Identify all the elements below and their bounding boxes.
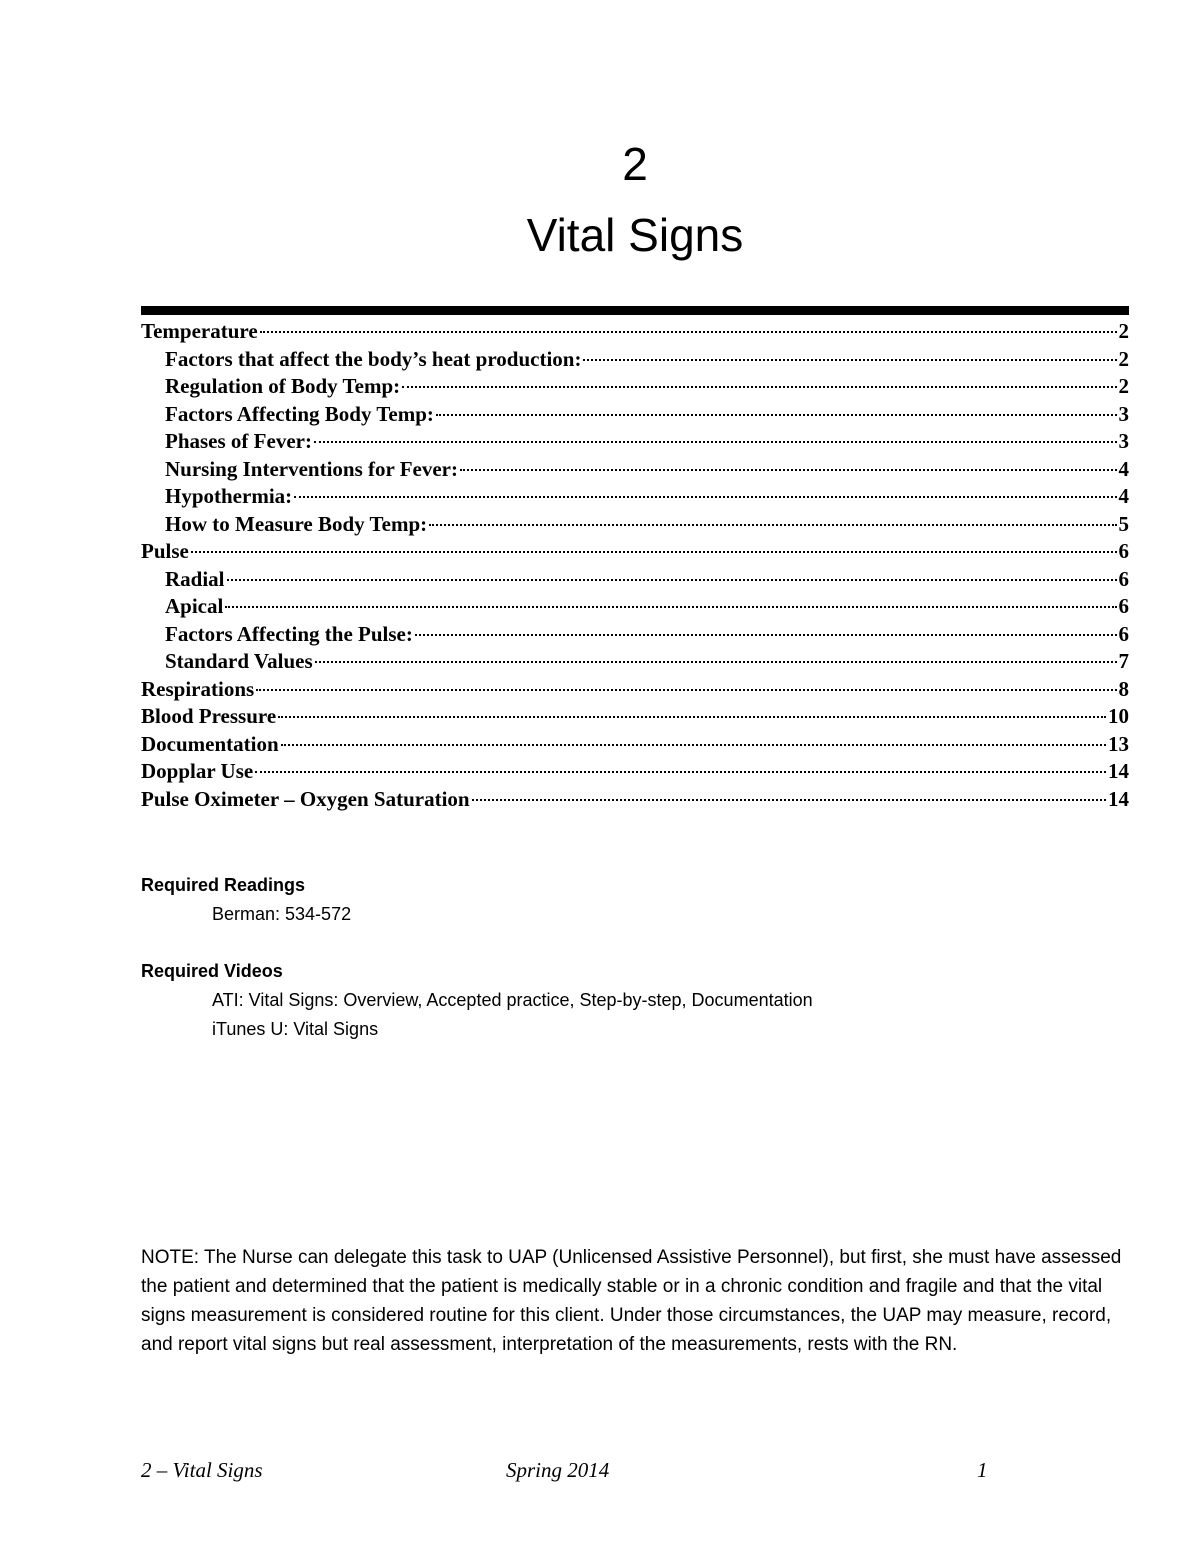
- toc-entry-blood-pressure[interactable]: [141, 703, 1129, 731]
- toc-dot-leader: [472, 799, 1106, 801]
- toc-dot-leader: [429, 524, 1116, 526]
- footer-page-number: 1: [977, 1458, 988, 1482]
- toc-entry-phases-of-fever[interactable]: [141, 428, 1129, 456]
- toc-entry-page: 2: [1118, 374, 1129, 398]
- toc-entry-label: Standard Values: [165, 649, 313, 673]
- toc-entry-page: 3: [1118, 401, 1129, 426]
- toc-entry-label: Regulation of Body Temp:: [165, 374, 401, 398]
- required-readings-heading: Required Readings: [141, 875, 306, 895]
- toc-dot-leader: [294, 496, 1116, 498]
- toc-entry-page: 3: [1118, 429, 1129, 453]
- toc-entry-page: 2: [1118, 319, 1129, 343]
- toc-entry-page: 5: [1118, 511, 1129, 536]
- toc-entry-page: 8: [1118, 676, 1129, 701]
- toc-entry-measure-body-temp[interactable]: [141, 511, 1129, 539]
- required-reading-item: Berman: 534-572: [212, 904, 352, 924]
- toc-entry-label: Apical: [165, 594, 224, 618]
- toc-entry-pulse[interactable]: [141, 538, 1129, 566]
- toc-entry-page: 10: [1108, 704, 1129, 728]
- toc-entry-label: How to Measure Body Temp:: [165, 511, 428, 536]
- toc-entry-page: 2: [1118, 346, 1129, 371]
- required-videos-heading: Required Videos: [141, 961, 283, 981]
- toc-entry-label: Blood Pressure: [141, 704, 277, 728]
- toc-entry-page: 14: [1108, 759, 1129, 783]
- toc-entry-label: Documentation: [141, 731, 279, 756]
- toc-dot-leader: [227, 579, 1117, 581]
- toc-entry-temperature[interactable]: [141, 318, 1129, 346]
- toc-entry-page: 6: [1118, 594, 1129, 618]
- footer-chapter: 2 – Vital Signs: [141, 1458, 263, 1482]
- toc-entry-regulation-body-temp[interactable]: [141, 373, 1129, 401]
- chapter-title: Vital Signs: [526, 209, 744, 261]
- toc-entry-label: Temperature: [141, 319, 258, 343]
- toc-entry-label: Respirations: [141, 676, 255, 701]
- chapter-number: 2: [622, 138, 648, 190]
- toc-dot-leader: [415, 634, 1117, 636]
- toc-dot-leader: [402, 386, 1116, 388]
- title-rule: [141, 306, 1129, 315]
- toc-entry-factors-body-temp[interactable]: [141, 401, 1129, 429]
- toc-dot-leader: [436, 414, 1117, 416]
- delegation-note: NOTE: The Nurse can delegate this task to UAP (Unlicensed Assistive Personnel), but first, she must have assessed the patient and determined that the patient is medically stable or in a chronic condition and fragile and that the vital signs measurement is considered routine for this client. Under those circumstances, the UAP may measure, record, and report vital signs but real assessment, interpretation of the measurements, rests with the RN.: [141, 1247, 1122, 1355]
- toc-dot-leader: [315, 661, 1117, 663]
- toc-entry-label: Nursing Interventions for Fever:: [165, 456, 458, 481]
- toc-entry-nursing-interventions[interactable]: [141, 456, 1129, 484]
- toc-dot-leader: [255, 771, 1106, 773]
- toc-entry-page: 13: [1108, 731, 1129, 756]
- toc-entry-dopplar-use[interactable]: [141, 758, 1129, 786]
- toc-entry-hypothermia[interactable]: [141, 483, 1129, 511]
- toc-dot-leader: [281, 744, 1106, 746]
- toc-entry-page: 6: [1118, 539, 1129, 563]
- toc-entry-heat-production[interactable]: [141, 346, 1129, 374]
- toc-entry-radial[interactable]: [141, 566, 1129, 594]
- toc-dot-leader: [256, 689, 1116, 691]
- toc-entry-respirations[interactable]: [141, 676, 1129, 704]
- toc-dot-leader: [191, 551, 1117, 553]
- toc-entry-label: Factors that affect the body’s heat production:: [165, 346, 582, 371]
- toc-entry-page: 7: [1118, 649, 1129, 673]
- toc-dot-leader: [314, 441, 1117, 443]
- table-of-contents: [141, 318, 1129, 813]
- toc-entry-page: 14: [1108, 786, 1129, 811]
- toc-entry-documentation[interactable]: [141, 731, 1129, 759]
- footer-term: Spring 2014: [506, 1458, 610, 1482]
- required-video-item: iTunes U: Vital Signs: [212, 1019, 379, 1039]
- toc-entry-page: 4: [1118, 456, 1129, 481]
- toc-entry-pulse-oximeter[interactable]: [141, 786, 1129, 814]
- toc-entry-label: Dopplar Use: [141, 759, 254, 783]
- toc-entry-label: Pulse Oximeter – Oxygen Saturation: [141, 786, 470, 811]
- toc-entry-factors-pulse[interactable]: [141, 621, 1129, 649]
- required-video-item: ATI: Vital Signs: Overview, Accepted practice, Step-by-step, Documentation: [212, 990, 813, 1010]
- toc-entry-apical[interactable]: [141, 593, 1129, 621]
- toc-entry-label: Factors Affecting Body Temp:: [165, 401, 434, 426]
- toc-dot-leader: [278, 716, 1106, 718]
- toc-entry-label: Radial: [165, 566, 225, 591]
- toc-entry-label: Hypothermia:: [165, 484, 293, 508]
- toc-dot-leader: [225, 606, 1116, 608]
- toc-entry-label: Pulse: [141, 539, 189, 563]
- toc-entry-label: Phases of Fever:: [165, 429, 312, 453]
- toc-dot-leader: [460, 469, 1117, 471]
- toc-dot-leader: [260, 331, 1117, 333]
- toc-entry-page: 6: [1118, 566, 1129, 591]
- toc-entry-page: 4: [1118, 484, 1129, 508]
- toc-entry-standard-values[interactable]: [141, 648, 1129, 676]
- toc-dot-leader: [583, 359, 1116, 361]
- toc-entry-label: Factors Affecting the Pulse:: [165, 621, 413, 646]
- toc-entry-page: 6: [1118, 621, 1129, 646]
